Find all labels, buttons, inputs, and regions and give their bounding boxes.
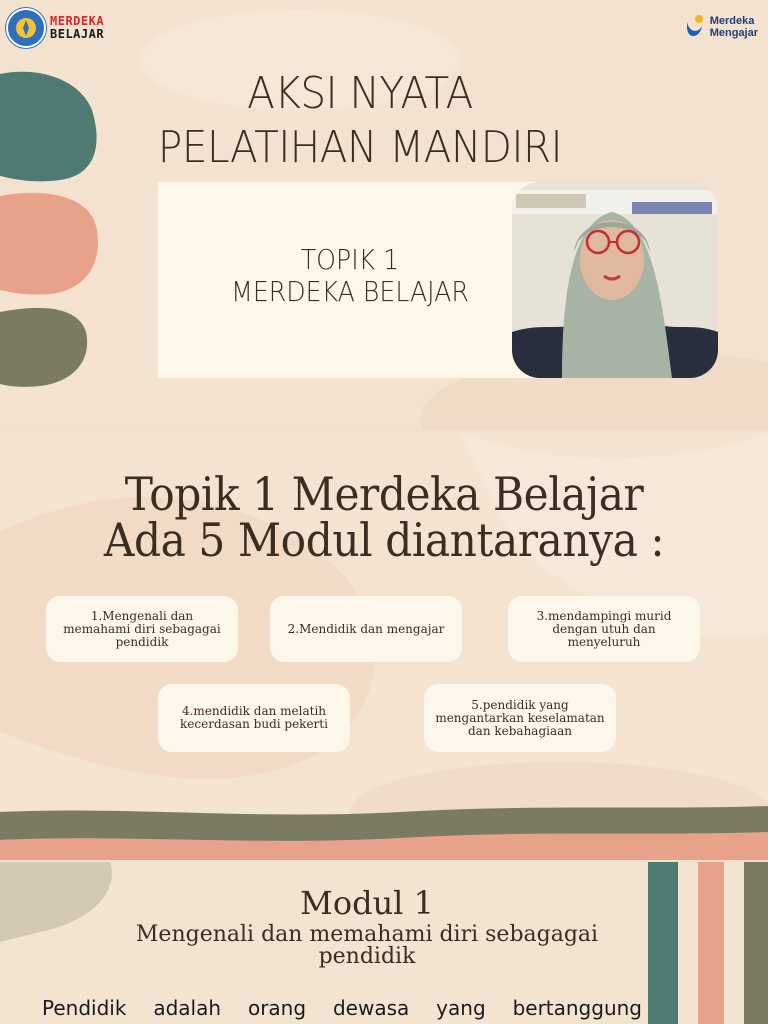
logo-left-line1: MERDEKA bbox=[50, 14, 105, 28]
modules-heading-line1: Topik 1 Merdeka Belajar bbox=[124, 467, 644, 521]
slide-title bbox=[0, 0, 768, 430]
logo-left-line2: BELAJAR bbox=[50, 27, 105, 41]
tut-wuri-emblem-icon bbox=[6, 8, 46, 48]
modules-heading-line2: Ada 5 Modul diantaranya : bbox=[103, 513, 665, 567]
module-card-3: 3.mendampingi murid dengan utuh dan menyeluruh bbox=[508, 596, 700, 662]
module-card-5: 5.pendidik yang mengantarkan keselamatan dan kebahagiaan bbox=[424, 684, 616, 752]
topic-line2: MERDEKA BELAJAR bbox=[231, 275, 469, 308]
topic-label bbox=[179, 244, 521, 308]
slide-title-line1: AKSI NYATA bbox=[247, 68, 473, 119]
module-1-subtitle: Mengenali dan memahami diri sebagagai pendidik bbox=[135, 922, 599, 969]
merdeka-mengajar-logo bbox=[684, 14, 758, 40]
logo-right-line2: Mengajar bbox=[709, 27, 758, 39]
merdeka-belajar-logo bbox=[6, 8, 104, 48]
logo-right-line1: Merdeka bbox=[709, 15, 755, 27]
module-card-1: 1.Mengenali dan memahami diri sebagagai pendidik bbox=[46, 596, 238, 662]
module-card-4: 4.mendidik dan melatih kecerdasan budi pekerti bbox=[158, 684, 350, 752]
module-card-2: 2.Mendidik dan mengajar bbox=[270, 596, 462, 662]
module-1-paragraph: Pendidik adalah orang dewasa yang bertanggung bbox=[42, 996, 642, 1020]
slide-modules bbox=[0, 432, 768, 860]
topic-line1: TOPIK 1 bbox=[300, 243, 400, 276]
slide-module-1 bbox=[0, 862, 768, 1024]
presenter-photo bbox=[512, 182, 718, 378]
slide-title-line2: PELATIHAN MANDIRI bbox=[157, 122, 563, 173]
merdeka-mengajar-icon bbox=[684, 14, 706, 40]
module-1-title: Modul 1 bbox=[300, 884, 434, 922]
